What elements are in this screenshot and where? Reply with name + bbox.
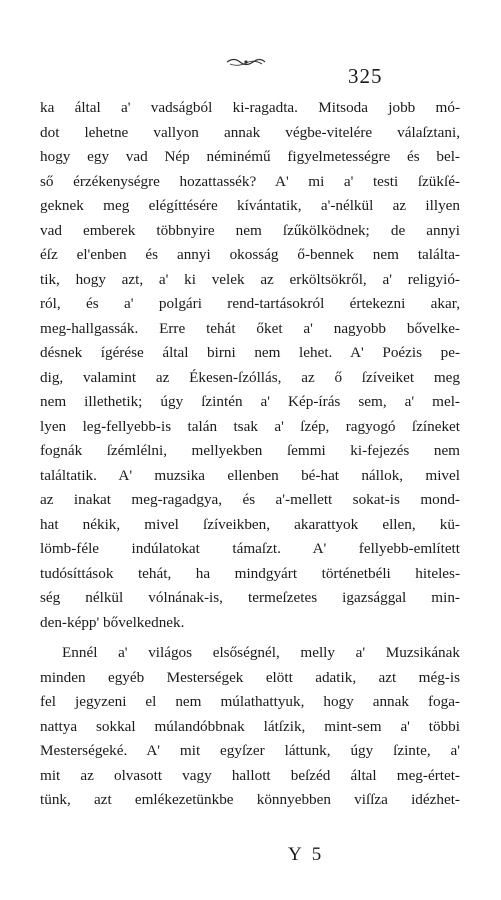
- text-line: dot lehetne vallyon annak végbe-vitelére válaſztani,: [40, 123, 460, 141]
- decorative-flourish-icon: [226, 56, 266, 68]
- text-line: találtatik. A' muzsika ellenben bé-hat nállok, mivel: [40, 466, 460, 484]
- text-line: ka által a' vadságból ki-ragadta. Mitsoda jobb mó-: [40, 99, 460, 116]
- text-line: tik, hogy azt, a' ki velek az erköltsökről, a' religyió-: [40, 270, 460, 288]
- text-line: dig, valamint az Ékesen-ſzóllás, az ő ſzíveiket meg: [40, 368, 460, 386]
- text-line: ról, és a' polgári rend-tartásokról értekezni akar,: [40, 295, 460, 312]
- text-line: meg-hallgassák. Erre tehát őket a' nagyobb bővelke-: [40, 319, 460, 337]
- text-line: Mesterségeké. A' mit egyſzer láttunk, úgy ſzinte, a': [40, 742, 460, 759]
- paragraph-1: [40, 96, 460, 635]
- text-line: ső érzékenységre hozattassék? A' mi a' testi ſzükſé-: [40, 172, 460, 190]
- text-line: vad emberek többnyire nem ſzűkölködnek; de annyi: [40, 221, 460, 239]
- text-line: nattya sokkal múlandóbbnak látſzik, mint-sem a' többi: [40, 717, 460, 735]
- text-line: mit az olvasott vagy hallott beſzéd által meg-értet-: [40, 766, 460, 784]
- text-line: tudósíttások tehát, ha mindgyárt történetbéli hiteles-: [40, 564, 460, 582]
- text-line: lyen leg-fellyebb-is talán tsak a' ſzép, ragyogó ſzíneket: [40, 417, 460, 435]
- text-line: nem illethetik; úgy ſzintén a' Kép-írás sem, a' mel-: [40, 393, 460, 410]
- text-line: geknek meg elégíttésére kívántatik, a'-nélkül az illyen: [40, 197, 460, 214]
- text-line: tünk, azt emlékezetünkbe könnyebben viſſza idézhet-: [40, 791, 460, 808]
- text-line: fel jegyzeni el nem múlathattyuk, hogy annak foga-: [40, 693, 460, 710]
- text-line: minden egyéb Mesterségek elött adatik, azt még-is: [40, 668, 460, 686]
- page-number: 325: [348, 64, 383, 88]
- text-line: hat nékik, mivel ſzíveikben, akarattyok ellen, kü-: [40, 515, 460, 533]
- body-text: [40, 96, 460, 813]
- text-line: Ennél a' világos elsőségnél, melly a' Muzsikának: [62, 644, 460, 661]
- text-line: az inakat meg-ragadgya, és a'-mellett sokat-is mond-: [40, 491, 460, 508]
- text-line: désnek ígérése által birni nem lehet. A' Poézis pe-: [40, 344, 460, 361]
- text-line: fognák ſzémlélni, mellyekben ſemmi ki-fejezés nem: [40, 442, 460, 459]
- text-line: den-képp' bővelkednek.: [40, 613, 185, 631]
- signature-mark: Y 5: [288, 844, 325, 865]
- paragraph-2: [40, 641, 460, 813]
- text-line: lömb-féle indúlatokat támaſzt. A' fellyebb-említett: [40, 540, 460, 557]
- text-line: éſz el'enben és annyi okosság ő-bennek nem találta-: [40, 246, 460, 263]
- text-line: ség nélkül vólnának-is, termeſzetes igazsággal min-: [40, 589, 460, 606]
- text-line: hogy egy vad Nép néminémű figyelmetességre és bel-: [40, 148, 460, 165]
